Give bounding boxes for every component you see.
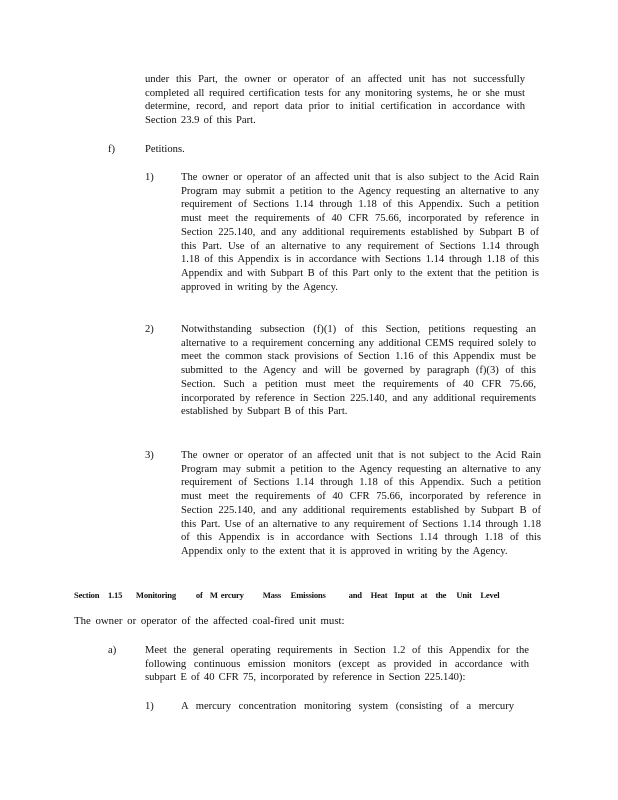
subsection-f-title: Petitions. xyxy=(145,144,185,155)
heading-word: the xyxy=(435,590,447,600)
petition-item-2-marker: 2) xyxy=(145,324,154,335)
petition-item-1-marker: 1) xyxy=(145,172,154,183)
heading-word: Mass xyxy=(262,590,282,600)
heading-word: ercury xyxy=(220,590,244,600)
heading-word: and xyxy=(348,590,362,600)
heading-word: Emissions xyxy=(290,590,326,600)
continuation-paragraph: under this Part, the owner or operator of an affected unit has not successfully completed all required certification tests for any monitoring systems, he or she must determine, record, and report data prior to initial certification in accordance with Section 23.9 of this Part. xyxy=(145,74,525,127)
section-1-15-heading xyxy=(74,590,534,600)
subsection-a-text: Meet the general operating requirements in Section 1.2 of this Appendix for the following continuous emission monitors (except as provided in accordance with subpart E of 40 CFR 75, incorporated by reference in Section 225.140): xyxy=(145,645,529,684)
heading-word: Section xyxy=(74,590,100,600)
section-intro-text: The owner or operator of the affected coal-fired unit must: xyxy=(74,615,345,627)
petition-item-2-text: Notwithstanding subsection (f)(1) of this Section, petitions requesting an alternative to a requirement concerning any additional CEMS required solely to meet the common stack provisions of Section 1.16 of this Appendix must be submitted to the Agency and will be governed by paragraph (f)(3) of this Section. Such a petition must meet the requirements of 40 CFR 75.66, incorporated by reference in Section 225.140, and any additional requirements established by Subpart B of this Part. xyxy=(181,324,536,418)
monitor-item-1-text: A mercury concentration monitoring system (consisting of a mercury xyxy=(181,701,515,712)
heading-word: of xyxy=(195,590,203,600)
subsection-f-marker: f) xyxy=(108,144,116,155)
subsection-a-marker: a) xyxy=(108,645,117,656)
petition-item-3-text: The owner or operator of an affected unit that is not subject to the Acid Rain Program may submit a petition to the Agency requesting an alternative to any requirement of Sections 1.14 through 1.18 of this Appendix. Such a petition must meet the requirements of 40 CFR 75.66, incorporated by reference in Section 225.140, and any additional requirements established by Subpart B of this Part. Use of an alternative to any requirement of Sections 1.14 through 1.18 of this Appendix is in accordance with Sections 1.14 through 1.18 of this Appendix only to the extent that it is approved in writing by the Agency. xyxy=(181,450,541,557)
heading-word: Unit xyxy=(456,590,472,600)
heading-word: Input xyxy=(394,590,415,600)
monitor-item-1-marker: 1) xyxy=(145,701,154,712)
heading-word: Level xyxy=(480,590,500,600)
petition-item-1-text: The owner or operator of an affected unit that is also subject to the Acid Rain Program may submit a petition to the Agency requesting an alternative to any requirement of Sections 1.14 through 1.18 of this Appendix. Such a petition must meet the requirements of 40 CFR 75.66, incorporated by reference in Section 225.140, and any additional requirements established by Subpart B of this Part. Use of an alternative to any requirement of Sections 1.14 through 1.18 of this Appendix is in accordance with Sections 1.14 through 1.18 of this Appendix and with Subpart B of this Part only to the extent that the petition is approved in writing by the Agency. xyxy=(181,172,539,293)
heading-word: Monitoring xyxy=(135,590,176,600)
petition-item-3-marker: 3) xyxy=(145,450,154,461)
heading-word: Heat xyxy=(370,590,388,600)
heading-word: at xyxy=(420,590,428,600)
heading-word: M xyxy=(209,590,218,600)
heading-word: 1.15 xyxy=(107,590,123,600)
